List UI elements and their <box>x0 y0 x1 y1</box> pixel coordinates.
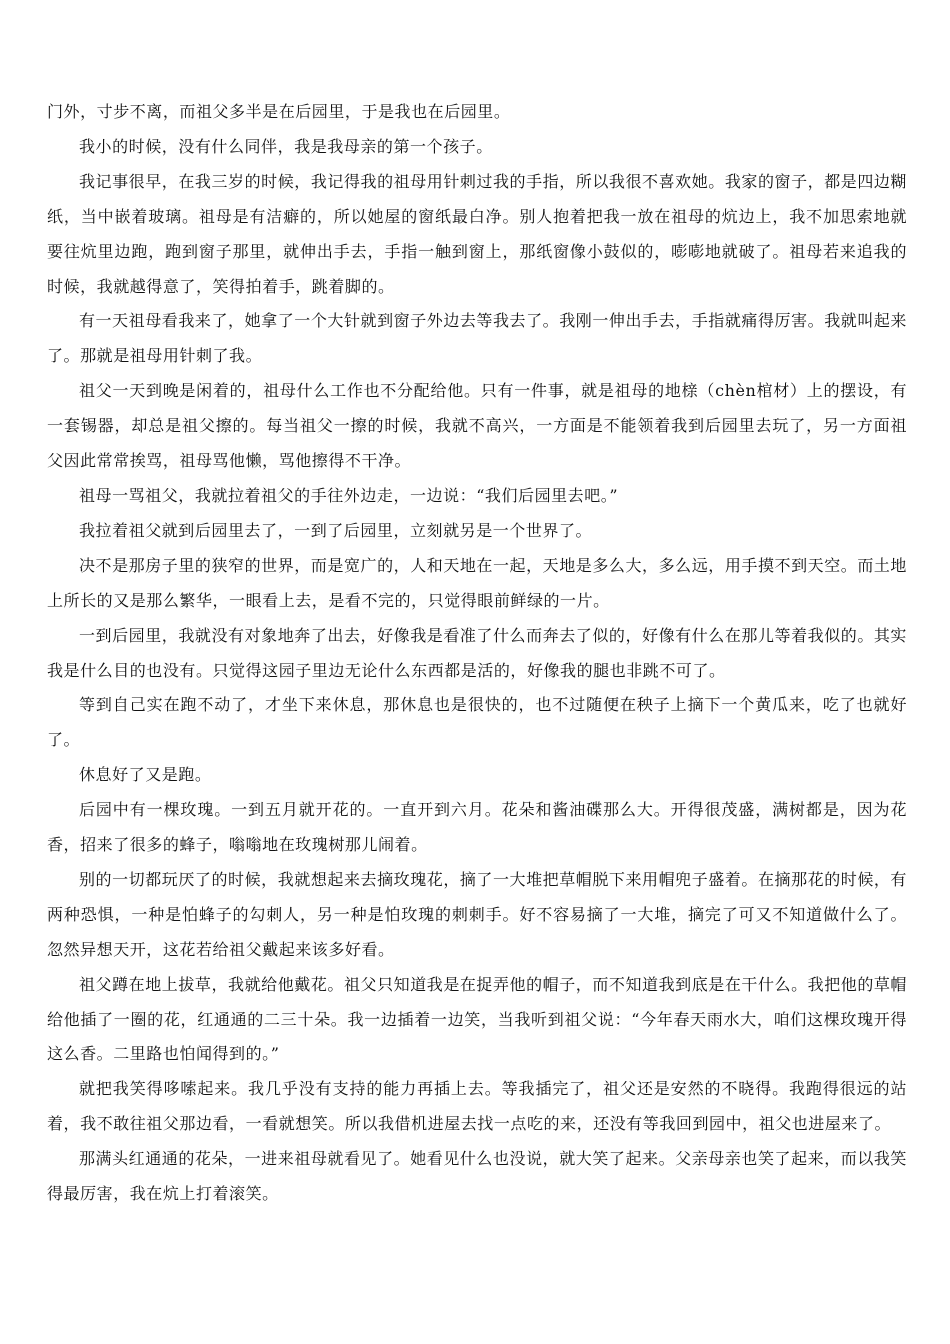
paragraph: 后园中有一棵玫瑰。一到五月就开花的。一直开到六月。花朵和酱油碟那么大。开得很茂盛，满树都是，因为花香，招来了很多的蜂子，嗡嗡地在玫瑰树那儿闹着。 <box>47 800 907 855</box>
document-body <box>47 95 907 1212</box>
paragraph: 休息好了又是跑。 <box>79 765 212 785</box>
paragraph: 我拉着祖父就到后园里去了，一到了后园里，立刻就另是一个世界了。 <box>79 520 593 540</box>
paragraph: 祖父一天到晚是闲着的，祖母什么工作也不分配给他。只有一件事，就是祖母的地榇（chèn棺材）上的摆设，有一套锡器，却总是祖父擦的。每当祖父一擦的时候，我就不高兴，一方面是不能领着我到后园里去玩了，另一方面祖父因此常常挨骂，祖母骂他懒，骂他擦得不干净。 <box>47 381 907 471</box>
paragraph: 我小的时候，没有什么同伴，我是我母亲的第一个孩子。 <box>79 136 493 156</box>
paragraph: 别的一切都玩厌了的时候，我就想起来去摘玫瑰花，摘了一大堆把草帽脱下来用帽兜子盛着。在摘那花的时候，有两种恐惧，一种是怕蜂子的勾刺人，另一种是怕玫瑰的刺刺手。好不容易摘了一大堆，摘完了可又不知道做什么了。忽然异想天开，这花若给祖父戴起来该多好看。 <box>47 869 907 959</box>
paragraph: 有一天祖母看我来了，她拿了一个大针就到窗子外边去等我去了。我刚一伸出手去，手指就痛得厉害。我就叫起来了。那就是祖母用针刺了我。 <box>47 311 907 366</box>
paragraph: 门外，寸步不离，而祖父多半是在后园里，于是我也在后园里。 <box>47 102 511 121</box>
paragraph: 等到自己实在跑不动了，才坐下来休息，那休息也是很快的，也不过随便在秧子上摘下一个黄瓜来，吃了也就好了。 <box>47 695 907 750</box>
paragraph: 那满头红通通的花朵，一进来祖母就看见了。她看见什么也没说，就大笑了起来。父亲母亲也笑了起来，而以我笑得最厉害，我在炕上打着滚笑。 <box>47 1149 907 1204</box>
paragraph: 一到后园里，我就没有对象地奔了出去，好像我是看准了什么而奔去了似的，好像有什么在那儿等着我似的。其实我是什么目的也没有。只觉得这园子里边无论什么东西都是活的，好像我的腿也非跳不可了。 <box>47 625 907 680</box>
paragraph: 祖父蹲在地上拔草，我就给他戴花。祖父只知道我是在捉弄他的帽子，而不知道我到底是在干什么。我把他的草帽给他插了一圈的花，红通通的二三十朵。我一边插着一边笑，当我听到祖父说：“今年春天雨水大，咱们这棵玫瑰开得这么香。二里路也怕闻得到的。” <box>47 974 907 1064</box>
paragraph: 决不是那房子里的狭窄的世界，而是宽广的，人和天地在一起，天地是多么大，多么远，用手摸不到天空。而土地上所长的又是那么繁华，一眼看上去，是看不完的，只觉得眼前鲜绿的一片。 <box>47 555 907 610</box>
paragraph: 就把我笑得哆嗦起来。我几乎没有支持的能力再插上去。等我插完了，祖父还是安然的不晓得。我跑得很远的站着，我不敢往祖父那边看，一看就想笑。所以我借机进屋去找一点吃的来，还没有等我回到园中，祖父也进屋来了。 <box>47 1079 907 1134</box>
paragraph: 我记事很早，在我三岁的时候，我记得我的祖母用针刺过我的手指，所以我很不喜欢她。我家的窗子，都是四边糊纸，当中嵌着玻璃。祖母是有洁癖的，所以她屋的窗纸最白净。别人抱着把我一放在祖母的炕边上，我不加思索地就要往炕里边跑，跑到窗子那里，就伸出手去，手指一触到窗上，那纸窗像小鼓似的，嘭嘭地就破了。祖母若来追我的时候，我就越得意了，笑得拍着手，跳着脚的。 <box>47 171 907 296</box>
paragraph: 祖母一骂祖父，我就拉着祖父的手往外边走，一边说：“我们后园里去吧。” <box>79 485 619 505</box>
